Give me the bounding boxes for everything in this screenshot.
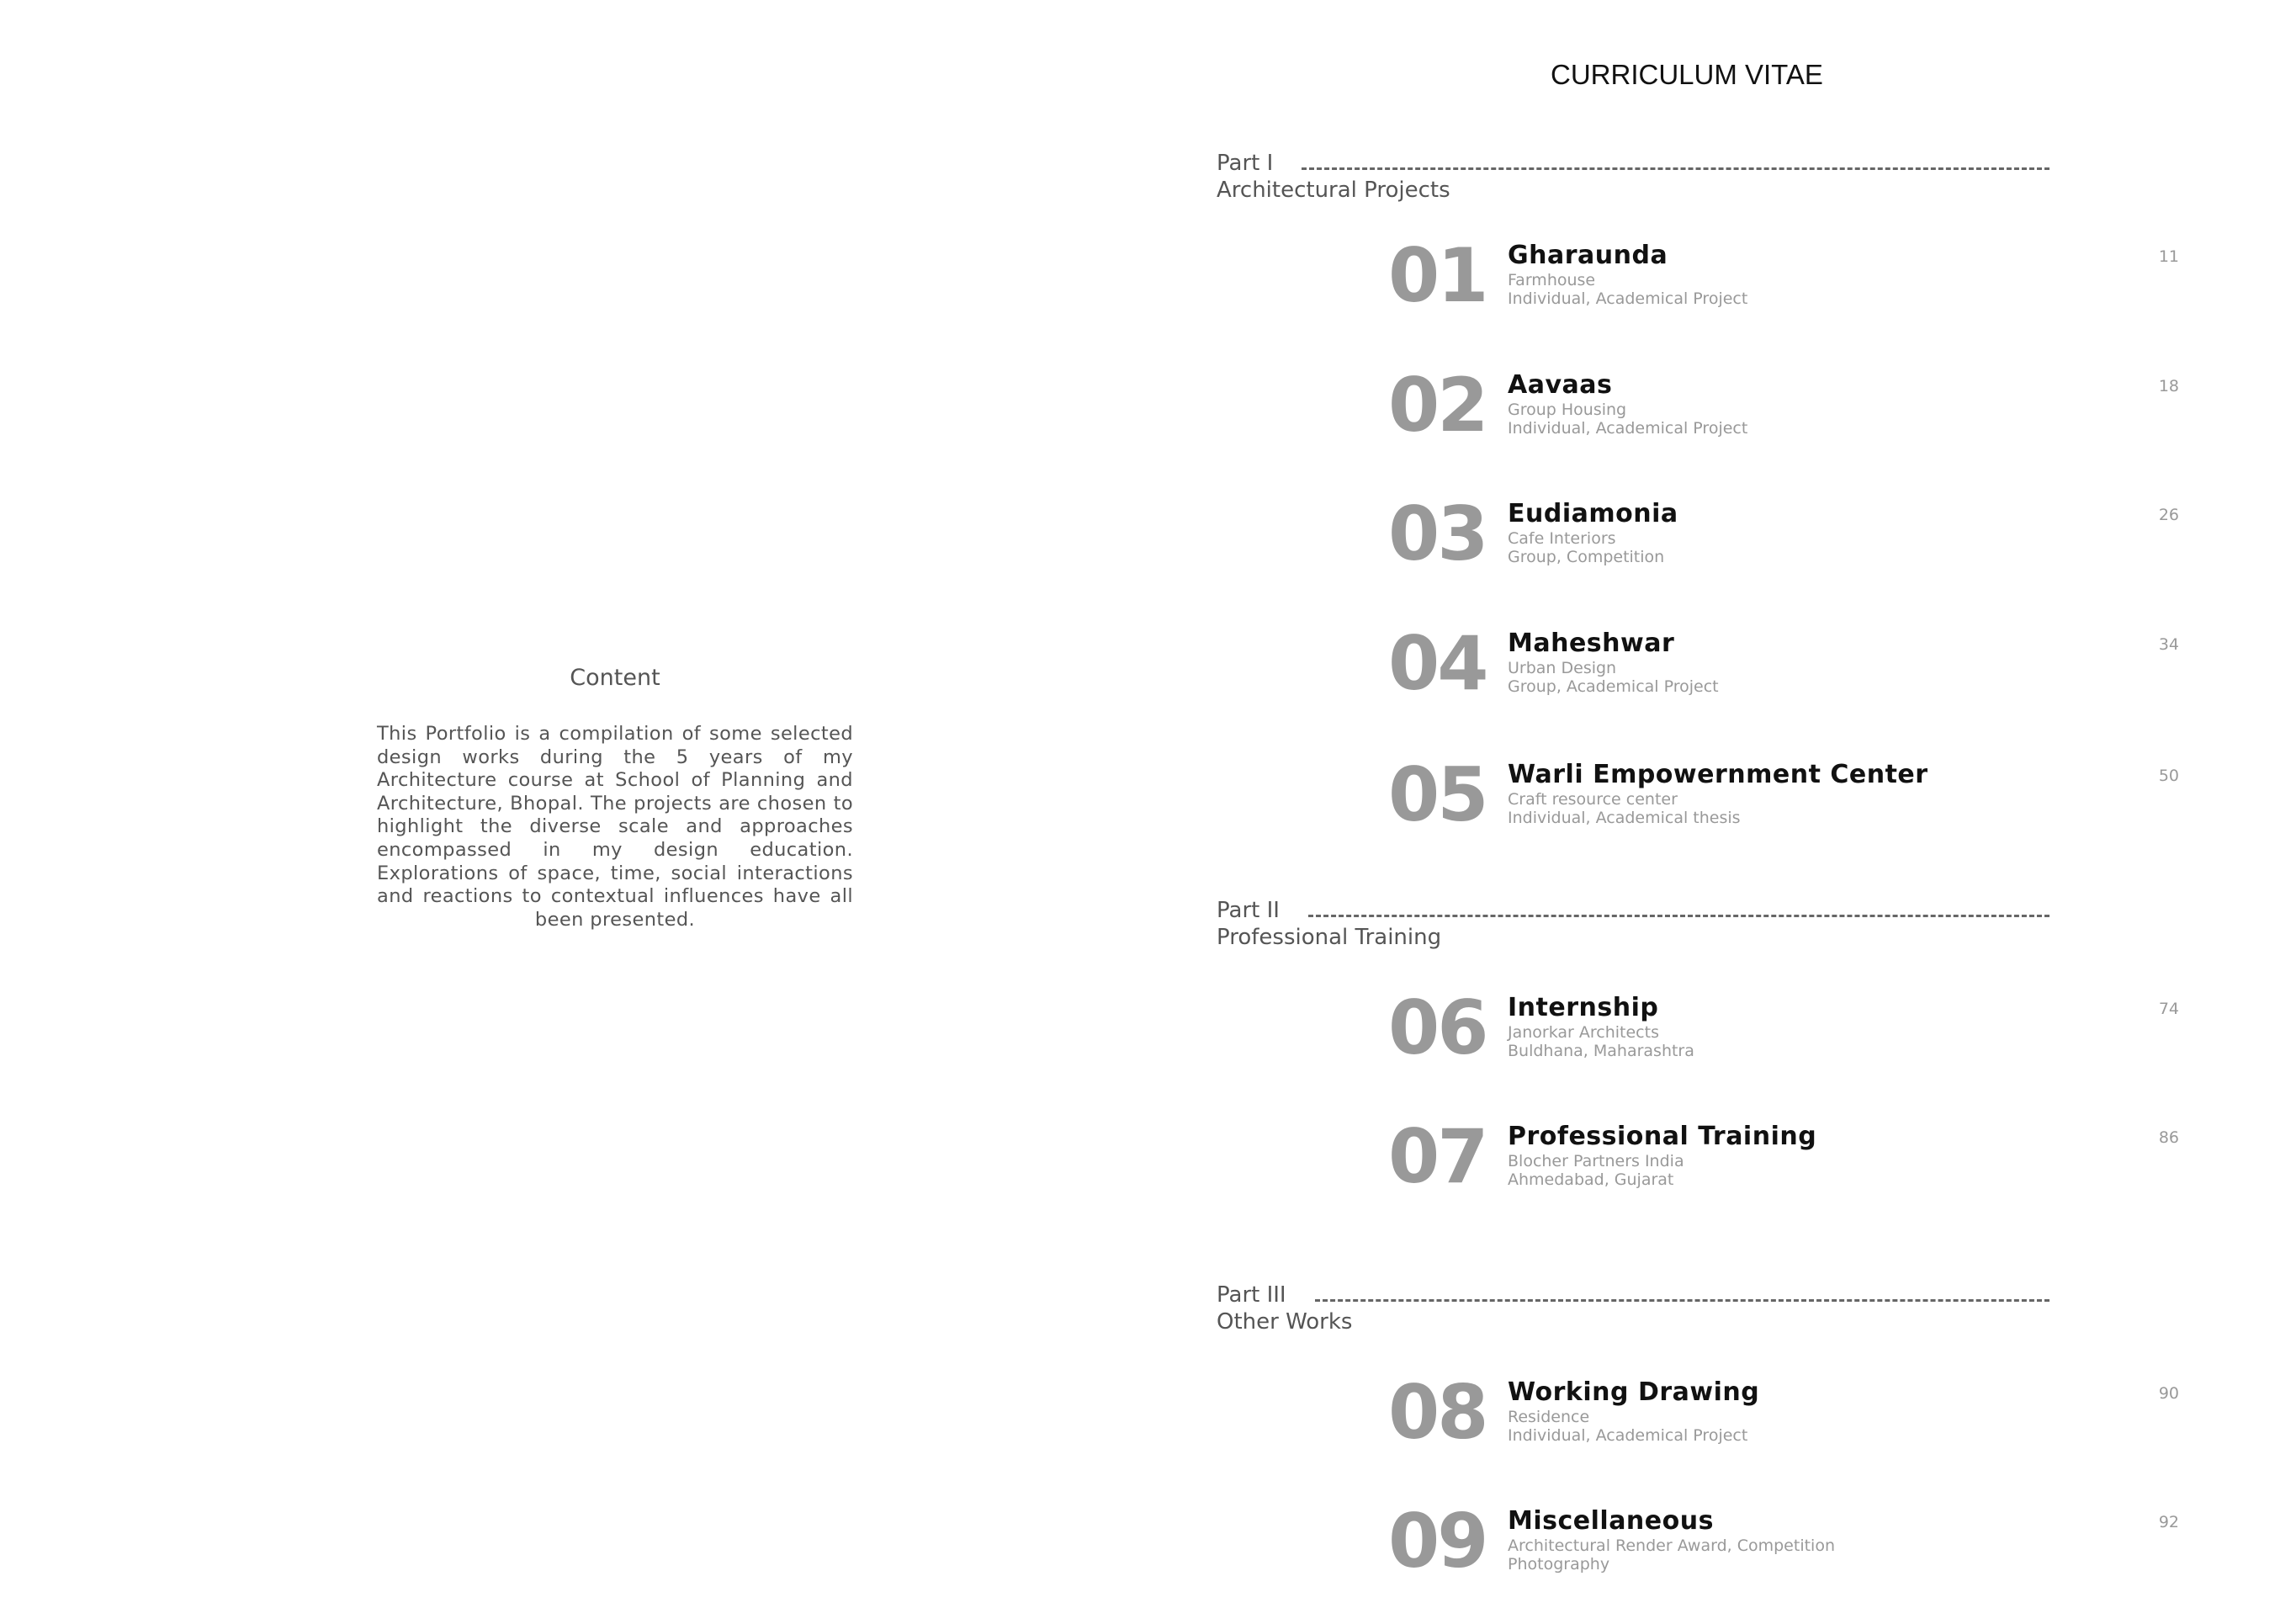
part-2-header	[1217, 897, 2049, 951]
intro-paragraph: This Portfolio is a compilation of some selected design works during the 5 years of my Architecture course at School of Planning and Architecture, Bhopal. The projects are chosen to highlight the diverse scale and approaches encompassed in my design education. Explorations of space, time, social interactions and reactions to contextual influences have all been presented.	[377, 723, 853, 931]
cv-title[interactable]: CURRICULUM VITAE	[1551, 59, 1823, 90]
entry-type: Architectural Render Award, Competition	[1508, 1536, 1835, 1555]
intro-section	[377, 665, 853, 931]
toc-entry-02[interactable]	[1388, 362, 2179, 454]
entry-page-number: 86	[2158, 1128, 2179, 1147]
entry-type: Residence	[1508, 1408, 1590, 1426]
entry-number: 06	[1388, 984, 1487, 1071]
entry-title: Maheshwar	[1508, 629, 1675, 658]
entry-detail: Individual, Academical thesis	[1508, 809, 1741, 827]
entry-number: 08	[1388, 1369, 1487, 1456]
entry-page-number: 26	[2158, 506, 2179, 524]
toc-entry-09[interactable]	[1388, 1498, 2179, 1590]
part-subtitle: Architectural Projects	[1217, 178, 1450, 203]
entry-number: 02	[1388, 362, 1487, 448]
entry-title: Eudiamonia	[1508, 499, 1678, 528]
part-3-header	[1217, 1282, 2049, 1335]
toc-entry-06[interactable]	[1388, 984, 2179, 1077]
toc-entry-08[interactable]	[1388, 1369, 2179, 1462]
dashed-divider	[1315, 1299, 2049, 1302]
entry-number: 05	[1388, 751, 1487, 838]
entry-page-number: 74	[2158, 1000, 2179, 1018]
part-subtitle: Professional Training	[1217, 925, 1442, 950]
entry-page-number: 92	[2158, 1513, 2179, 1531]
entry-type: Blocher Partners India	[1508, 1152, 1684, 1170]
entry-title: Gharaunda	[1508, 241, 1668, 270]
toc-entry-05[interactable]	[1388, 751, 2179, 844]
toc-entry-01[interactable]	[1388, 232, 2179, 325]
part-subtitle: Other Works	[1217, 1309, 1353, 1335]
entry-type: Janorkar Architects	[1508, 1023, 1659, 1042]
dashed-divider	[1302, 167, 2049, 170]
entry-title: Internship	[1508, 993, 1659, 1022]
entry-detail: Individual, Academical Project	[1508, 289, 1748, 308]
entry-page-number: 18	[2158, 377, 2179, 395]
entry-page-number: 34	[2158, 635, 2179, 654]
dashed-divider	[1308, 915, 2049, 917]
entry-type: Cafe Interiors	[1508, 529, 1616, 548]
entry-detail: Individual, Academical Project	[1508, 419, 1748, 438]
entry-number: 01	[1388, 232, 1487, 319]
content-heading: Content	[570, 665, 660, 691]
part-label: Part III	[1217, 1282, 1286, 1308]
part-label: Part I	[1217, 151, 1274, 176]
entry-type: Group Housing	[1508, 401, 1627, 419]
entry-page-number: 50	[2158, 767, 2179, 785]
entry-detail: Group, Competition	[1508, 548, 1665, 566]
part-label: Part II	[1217, 898, 1280, 923]
entry-title: Aavaas	[1508, 370, 1613, 400]
entry-detail: Buldhana, Maharashtra	[1508, 1042, 1694, 1060]
entry-title: Warli Empowernment Center	[1508, 760, 1928, 789]
toc-entry-04[interactable]	[1388, 620, 2179, 713]
entry-detail: Individual, Academical Project	[1508, 1426, 1748, 1445]
entry-number: 03	[1388, 491, 1487, 577]
part-1-header	[1217, 150, 2049, 204]
entry-type: Urban Design	[1508, 659, 1617, 677]
entry-page-number: 11	[2158, 247, 2179, 266]
entry-number: 04	[1388, 620, 1487, 707]
entry-title: Professional Training	[1508, 1122, 1817, 1151]
entry-number: 09	[1388, 1498, 1487, 1584]
entry-detail: Group, Academical Project	[1508, 677, 1719, 696]
entry-title: Miscellaneous	[1508, 1506, 1714, 1536]
entry-type: Craft resource center	[1508, 790, 1678, 809]
entry-detail: Ahmedabad, Gujarat	[1508, 1170, 1674, 1189]
entry-detail: Photography	[1508, 1555, 1610, 1574]
entry-number: 07	[1388, 1113, 1487, 1200]
toc-entry-07[interactable]	[1388, 1113, 2179, 1206]
toc-entry-03[interactable]	[1388, 491, 2179, 583]
entry-page-number: 90	[2158, 1384, 2179, 1403]
entry-type: Farmhouse	[1508, 271, 1596, 289]
entry-title: Working Drawing	[1508, 1377, 1760, 1407]
